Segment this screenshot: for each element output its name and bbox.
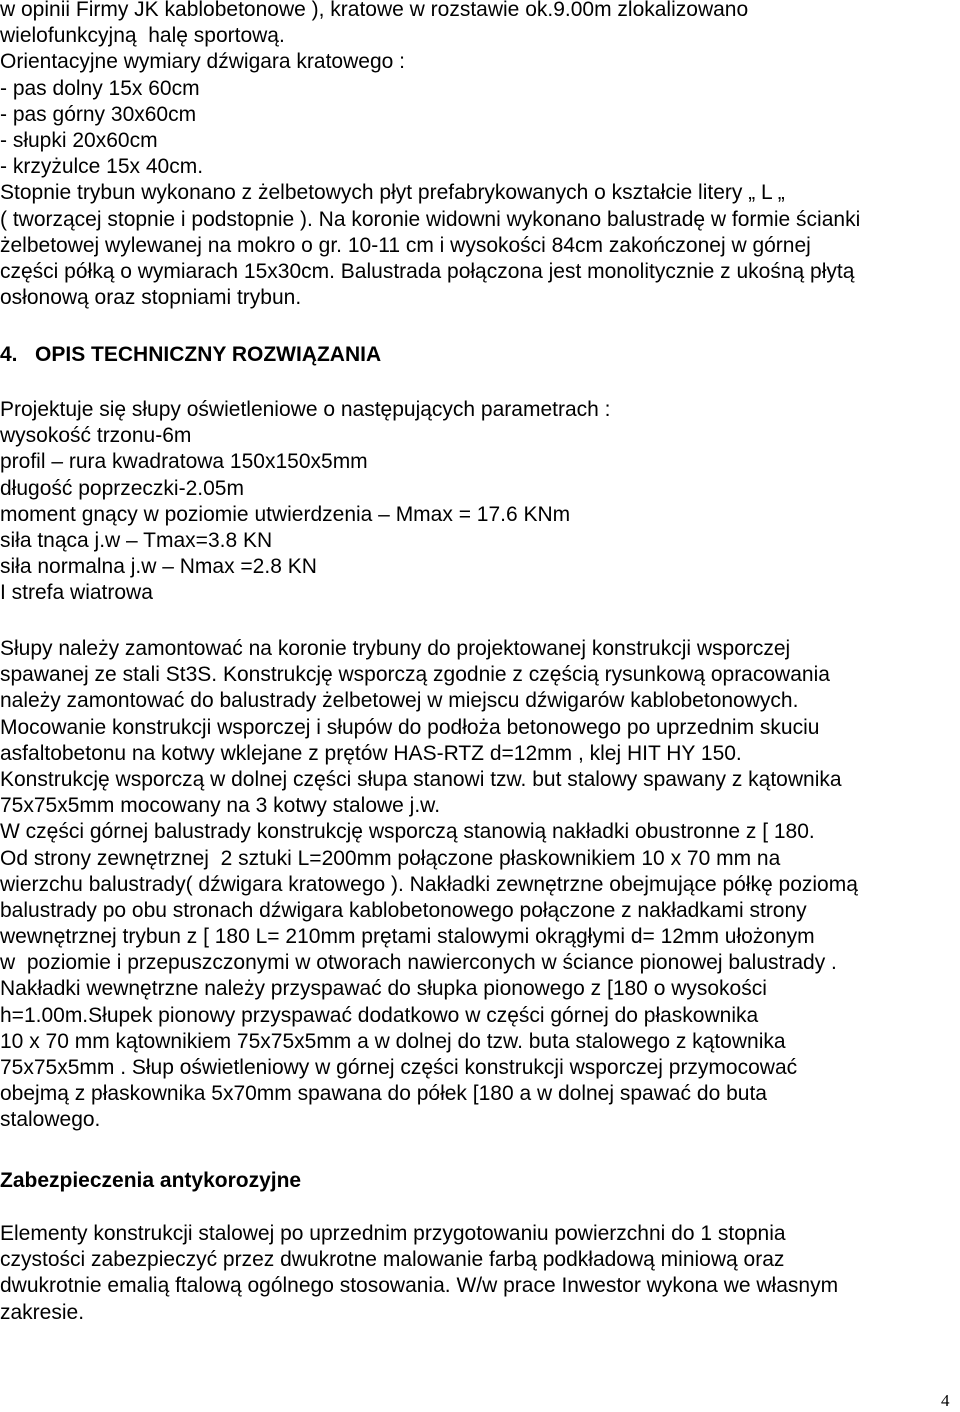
- text-line: - krzyżulce 15x 40cm.: [0, 155, 204, 179]
- parameters-list: [0, 397, 960, 607]
- parameter-line: I strefa wiatrowa: [0, 581, 153, 605]
- parameter-line: długość poprzeczki-2.05m: [0, 476, 244, 500]
- text-line: Od strony zewnętrznej 2 sztuki L=200mm połączone płaskownikiem 10 x 70 mm na: [0, 846, 781, 870]
- page-number: 4: [941, 1391, 950, 1410]
- text-line: Elementy konstrukcji stalowej po uprzednim przygotowaniu powierzchni do 1 stopnia: [0, 1222, 786, 1245]
- text-line: Nakładki wewnętrzne należy przyspawać do słupka pionowego z [180 o wysokości: [0, 977, 767, 1001]
- text-line: 75x75x5mm . Słup oświetleniowy w górnej części konstrukcji wsporczej przymocować: [0, 1056, 798, 1079]
- text-line: - pas dolny 15x 60cm: [0, 76, 200, 100]
- intro-paragraph: [0, 0, 960, 311]
- text-line: wielofunkcyjną halę sportową.: [0, 24, 285, 48]
- parameter-line: Projektuje się słupy oświetleniowe o następujących parametrach :: [0, 398, 611, 421]
- text-line: obejmą z płaskownika 5x70mm spawana do półek [180 a w dolnej spawać do buta: [0, 1082, 767, 1106]
- text-line: balustrady po obu stronach dźwigara kablobetonowego połączone z nakładkami strony: [0, 898, 807, 922]
- parameter-line: wysokość trzonu-6m: [0, 424, 192, 448]
- text-line: Konstrukcję wsporczą w dolnej części słupa stanowi tzw. but stalowy spawany z kątownika: [0, 767, 842, 791]
- parameter-line: siła tnąca j.w – Tmax=3.8 KN: [0, 528, 273, 552]
- parameter-line: profil – rura kwadratowa 150x150x5mm: [0, 450, 368, 474]
- corrosion-paragraph: [0, 1221, 960, 1326]
- corrosion-heading: Zabezpieczenia antykorozyjne: [0, 1169, 302, 1192]
- text-line: żelbetowej wylewanej na mokro o gr. 10-11 cm i wysokości 84cm zakończonej w górnej: [0, 233, 811, 257]
- text-line: w opinii Firmy JK kablobetonowe ), kratowe w rozstawie ok.9.00m zlokalizowano: [0, 0, 749, 21]
- text-line: Stopnie trybun wykonano z żelbetowych płyt prefabrykowanych o kształcie litery „ L „: [0, 181, 785, 205]
- text-line: w poziomie i przepuszczonymi w otworach nawierconych w ściance pionowej balustrady .: [0, 951, 837, 975]
- text-line: wewnętrznej trybun z [ 180 L= 210mm prętami stalowymi okrągłymi d= 12mm ułożonym: [0, 925, 815, 949]
- description-paragraph: [0, 636, 960, 1134]
- text-line: 10 x 70 mm kątownikiem 75x75x5mm a w dolnej do tzw. buta stalowego z kątownika: [0, 1029, 786, 1053]
- text-line: spawanej ze stali St3S. Konstrukcję wsporczą zgodnie z częścią rysunkową opracowania: [0, 663, 830, 687]
- text-line: Mocowanie konstrukcji wsporczej i słupów do podłoża betonowego po uprzednim skuciu: [0, 715, 820, 739]
- text-line: czystości zabezpieczyć przez dwukrotne malowanie farbą podkładową miniową oraz: [0, 1248, 785, 1272]
- text-line: asfaltobetonu na kotwy wklejane z prętów HAS-RTZ d=12mm , klej HIT HY 150.: [0, 741, 742, 765]
- parameter-line: moment gnący w poziomie utwierdzenia – Mmax = 17.6 KNm: [0, 502, 571, 526]
- text-line: wierzchu balustrady( dźwigara kratowego ). Nakładki zewnętrzne obejmujące półkę poziomą: [0, 872, 858, 896]
- text-line: należy zamontować do balustrady żelbetowej w miejscu dźwigarów kablobetonowych.: [0, 689, 799, 713]
- text-line: - pas górny 30x60cm: [0, 102, 197, 126]
- text-line: W części górnej balustrady konstrukcję wsporczą stanowią nakładki obustronne z [ 180.: [0, 820, 815, 844]
- text-line: ( tworzącej stopnie i podstopnie ). Na koronie widowni wykonano balustradę w formie ścianki: [0, 207, 861, 231]
- text-line: dwukrotnie emalią ftalową ogólnego stosowania. W/w prace Inwestor wykona we własnym: [0, 1274, 839, 1298]
- text-line: h=1.00m.Słupek pionowy przyspawać dodatkowo w części górnej do płaskownika: [0, 1003, 759, 1027]
- parameter-line: siła normalna j.w – Nmax =2.8 KN: [0, 555, 317, 579]
- text-line: 75x75x5mm mocowany na 3 kotwy stalowe j.w.: [0, 794, 441, 818]
- section-heading: 4. OPIS TECHNICZNY ROZWIĄZANIA: [0, 343, 382, 366]
- text-line: osłonową oraz stopniami trybun.: [0, 286, 302, 310]
- text-line: zakresie.: [0, 1300, 85, 1324]
- text-line: Orientacyjne wymiary dźwigara kratowego :: [0, 50, 405, 74]
- text-line: Słupy należy zamontować na koronie trybuny do projektowanej konstrukcji wsporczej: [0, 637, 791, 660]
- text-line: - słupki 20x60cm: [0, 128, 158, 152]
- text-line: części półką o wymiarach 15x30cm. Balustrada połączona jest monolitycznie z ukośną płytą: [0, 259, 855, 283]
- text-line: stalowego.: [0, 1108, 101, 1132]
